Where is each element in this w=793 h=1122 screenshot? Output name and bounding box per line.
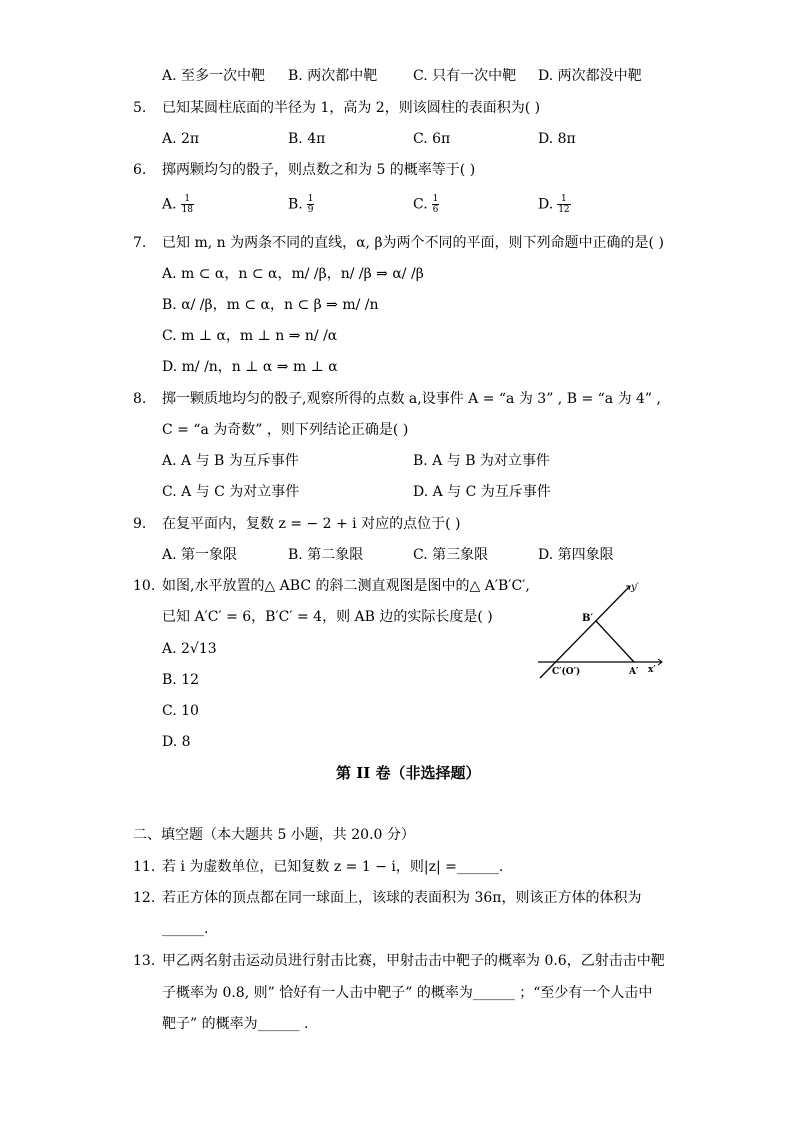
question-stem: 掷两颗均匀的骰子，则点数之和为 5 的概率等于( ) — [162, 162, 476, 178]
question-number: 13. — [133, 953, 156, 969]
point-b-label: B′ — [582, 613, 594, 624]
denominator: 18 — [181, 205, 194, 215]
q5-option-a: A. 2π — [162, 131, 200, 147]
question-stem-line-2: 子概率为 0.8, 则” 恰好有一人击中靶子” 的概率为______ ；“至少有一个人击中 — [162, 985, 653, 1001]
option-label: A. — [162, 196, 177, 213]
question-stem: 已知某圆柱底面的半径为 1，高为 2，则该圆柱的表面积为( ) — [162, 100, 541, 116]
q6-option-b — [288, 194, 314, 215]
q9-option-c: C. 第三象限 — [413, 547, 489, 563]
question-number: 6. — [133, 162, 147, 178]
q10-option-c: C. 10 — [162, 703, 199, 719]
question-stem-line-1: 甲乙两名射击运动员进行射击比赛，甲射击击中靶子的概率为 0.6，乙射击击中靶 — [162, 953, 665, 969]
question-stem: 若 i 为虚数单位，已知复数 z = 1 − i，则|z| =______. — [162, 859, 504, 875]
option-label: D. — [538, 196, 554, 213]
numerator: 1 — [432, 194, 439, 204]
q7-option-d: D. m/ /n，n ⊥ α ⇒ m ⊥ α — [162, 359, 338, 375]
q5-option-d: D. 8π — [538, 131, 576, 147]
q8-option-d: D. A 与 C 为互斥事件 — [413, 484, 551, 500]
question-number: 10. — [133, 578, 156, 594]
option-label: C. — [413, 196, 428, 213]
q8-option-b: B. A 与 B 为对立事件 — [413, 453, 550, 469]
question-number: 12. — [133, 890, 156, 906]
q7-option-c: C. m ⊥ α，m ⊥ n ⇒ n/ /α — [162, 328, 338, 344]
q10-option-a: A. 2√13 — [162, 641, 217, 657]
denominator: 6 — [432, 205, 439, 215]
question-stem: 已知 m, n 为两条不同的直线，α, β为两个不同的平面，则下列命题中正确的是( ) — [162, 235, 664, 251]
question-number: 7. — [133, 235, 147, 251]
question-stem-line-3: 靶子” 的概率为______ . — [162, 1016, 309, 1032]
segment-b-a — [596, 621, 634, 662]
fraction — [307, 194, 315, 215]
question-stem-line-1: 如图,水平放置的△ ABC 的斜二测直观图是图中的△ A′B′C′, — [162, 578, 530, 594]
q8-option-c: C. A 与 C 为对立事件 — [162, 484, 300, 500]
q4-option-a: A. 至多一次中靶 — [162, 68, 266, 84]
q4-option-b: B. 两次都中靶 — [288, 68, 378, 84]
fraction — [432, 194, 440, 215]
x-axis-label: x′ — [648, 665, 656, 675]
q4-option-c: C. 只有一次中靶 — [413, 68, 517, 84]
y-axis-line — [540, 586, 630, 678]
numerator: 1 — [307, 194, 314, 204]
section-title: 第 II 卷（非选择题） — [336, 764, 481, 782]
denominator: 12 — [558, 205, 570, 215]
q9-option-d: D. 第四象限 — [538, 547, 614, 563]
numerator: 1 — [181, 194, 194, 205]
fraction — [181, 194, 194, 215]
q4-option-d: D. 两次都没中靶 — [538, 68, 642, 84]
q10-option-d: D. 8 — [162, 734, 191, 750]
point-a-label: A′ — [629, 667, 639, 677]
question-number: 5. — [133, 100, 147, 116]
question-stem-line-1: 掷一颗质地均匀的骰子,观察所得的点数 a,设事件 A = “a 为 3” , B = “a 为 4” , — [162, 391, 661, 407]
option-label: B. — [288, 196, 303, 213]
question-number: 9. — [133, 516, 147, 532]
q7-option-b: B. α/ /β，m ⊂ α，n ⊂ β ⇒ m/ /n — [162, 297, 379, 313]
denominator: 9 — [307, 205, 314, 215]
part-heading: 二、填空题（本大题共 5 小题，共 20.0 分） — [133, 827, 415, 843]
q5-option-c: C. 6π — [413, 131, 451, 147]
question-number: 8. — [133, 391, 147, 407]
question-stem-line-1: 若正方体的顶点都在同一球面上，该球的表面积为 36π，则该正方体的体积为 — [162, 890, 642, 906]
y-axis-label: y′ — [631, 582, 639, 593]
q6-option-c — [413, 194, 439, 215]
q10-option-b: B. 12 — [162, 672, 200, 688]
q8-option-a: A. A 与 B 为互斥事件 — [162, 453, 299, 469]
q7-option-a: A. m ⊂ α，n ⊂ α，m/ /β，n/ /β ⇒ α/ /β — [162, 266, 424, 282]
q9-option-a: A. 第一象限 — [162, 547, 238, 563]
point-c-label: C′(O′) — [552, 667, 581, 677]
oblique-projection-figure — [530, 578, 670, 688]
numerator: 1 — [557, 194, 570, 205]
question-number: 11. — [133, 859, 156, 875]
fraction — [557, 194, 570, 215]
question-stem-line-2: ______. — [162, 921, 209, 937]
q9-option-b: B. 第二象限 — [288, 547, 364, 563]
q5-option-b: B. 4π — [288, 131, 326, 147]
question-stem: 在复平面内，复数 z = − 2 + i 对应的点位于( ) — [162, 516, 461, 532]
question-stem-line-2: C = “a 为奇数” ，则下列结论正确是( ) — [162, 422, 409, 438]
q6-option-d — [538, 194, 571, 215]
question-stem-line-2: 已知 A′C′ = 6，B′C′ = 4，则 AB 边的实际长度是( ) — [162, 609, 493, 625]
q6-option-a — [162, 194, 194, 215]
